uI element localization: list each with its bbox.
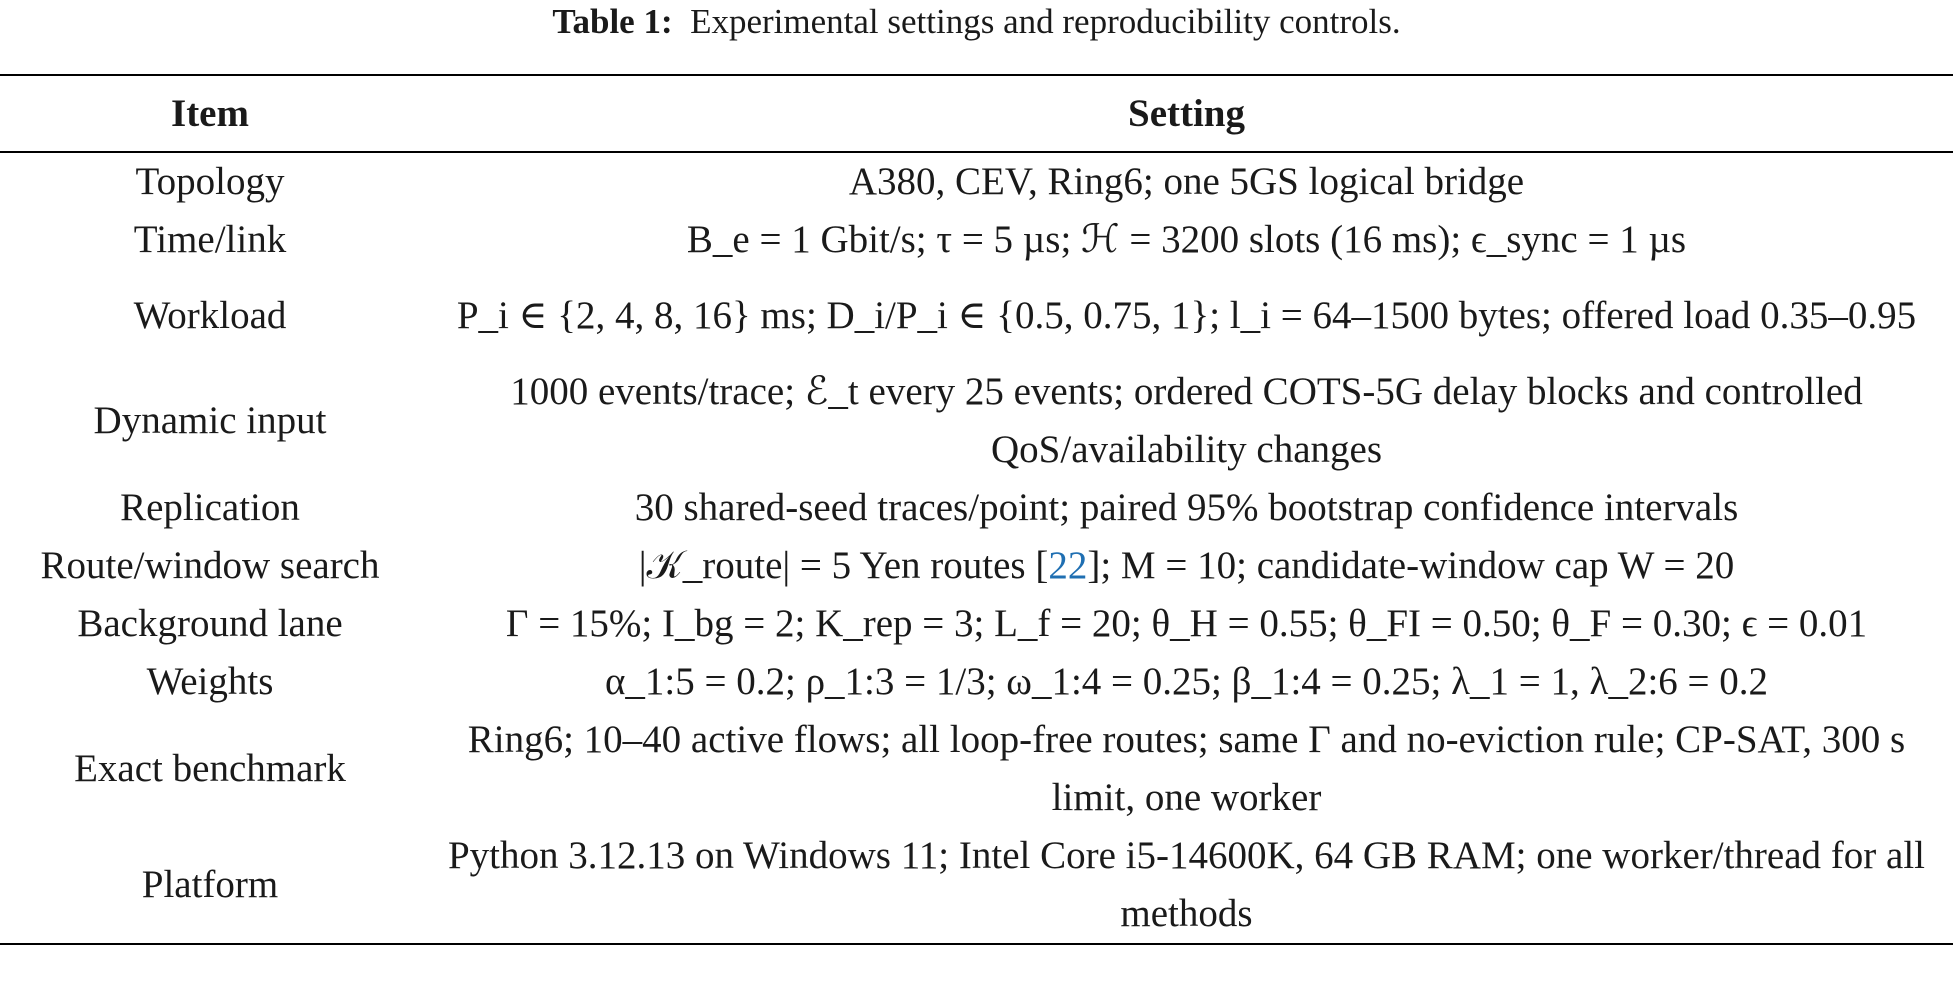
table-row xyxy=(0,211,1953,269)
table-caption xyxy=(0,0,1953,44)
citation-link[interactable]: 22 xyxy=(1048,544,1088,587)
table-row xyxy=(0,363,1953,479)
row-setting xyxy=(420,537,1953,595)
row-item: Workload xyxy=(133,294,287,337)
row-item: Weights xyxy=(146,660,274,703)
row-item: Exact benchmark xyxy=(74,747,346,790)
table-row xyxy=(0,827,1953,944)
table-row xyxy=(0,479,1953,537)
column-header-setting: Setting xyxy=(1128,91,1245,135)
row-setting: A380, CEV, Ring6; one 5GS logical bridge xyxy=(848,160,1525,203)
table-row xyxy=(0,537,1953,595)
column-header-item: Item xyxy=(171,91,249,135)
row-item: Background lane xyxy=(77,602,343,645)
row-item: Time/link xyxy=(133,218,287,261)
row-setting: B_e = 1 Gbit/s; τ = 5 µs; ℋ = 3200 slots (16 ms); ϵ_sync = 1 µs xyxy=(686,218,1687,261)
row-setting: Python 3.12.13 on Windows 11; Intel Core i5-14600K, 64 GB RAM; one worker/thread for all methods xyxy=(447,834,1925,935)
setting-text-post: ]; M = 10; candidate-window cap W = 20 xyxy=(1087,544,1735,587)
caption-label: Table 1: xyxy=(552,2,673,41)
caption-text: Experimental settings and reproducibility controls. xyxy=(690,2,1401,41)
settings-table xyxy=(0,74,1953,945)
row-setting: P_i ∈ {2, 4, 8, 16} ms; D_i/P_i ∈ {0.5, 0.75, 1}; l_i = 64–1500 bytes; offered load 0.35–0.95 xyxy=(456,294,1917,337)
row-setting: Ring6; 10–40 active flows; all loop-free routes; same Γ and no-eviction rule; CP-SAT, 300 s limit, one worker xyxy=(467,718,1906,819)
row-item: Topology xyxy=(135,160,285,203)
row-item: Route/window search xyxy=(40,544,380,587)
row-item: Replication xyxy=(120,486,300,529)
table-header-row xyxy=(0,75,1953,152)
setting-text-pre: |𝒦_route| = 5 Yen routes [ xyxy=(638,544,1049,587)
row-setting: Γ = 15%; I_bg = 2; K_rep = 3; L_f = 20; θ_H = 0.55; θ_FI = 0.50; θ_F = 0.30; ϵ = 0.01 xyxy=(505,602,1868,645)
table-row xyxy=(0,711,1953,827)
table-row xyxy=(0,152,1953,211)
row-setting: 30 shared-seed traces/point; paired 95% bootstrap confidence intervals xyxy=(634,486,1739,529)
row-item: Dynamic input xyxy=(93,399,327,442)
table-row xyxy=(0,653,1953,711)
table-row xyxy=(0,269,1953,363)
table-row xyxy=(0,595,1953,653)
row-setting: 1000 events/trace; ℰ_t every 25 events; ordered COTS-5G delay blocks and controlled QoS/availability changes xyxy=(510,370,1863,471)
row-setting: α_1:5 = 0.2; ρ_1:3 = 1/3; ω_1:4 = 0.25; β_1:4 = 0.25; λ_1 = 1, λ_2:6 = 0.2 xyxy=(604,660,1769,703)
row-item: Platform xyxy=(141,863,279,906)
